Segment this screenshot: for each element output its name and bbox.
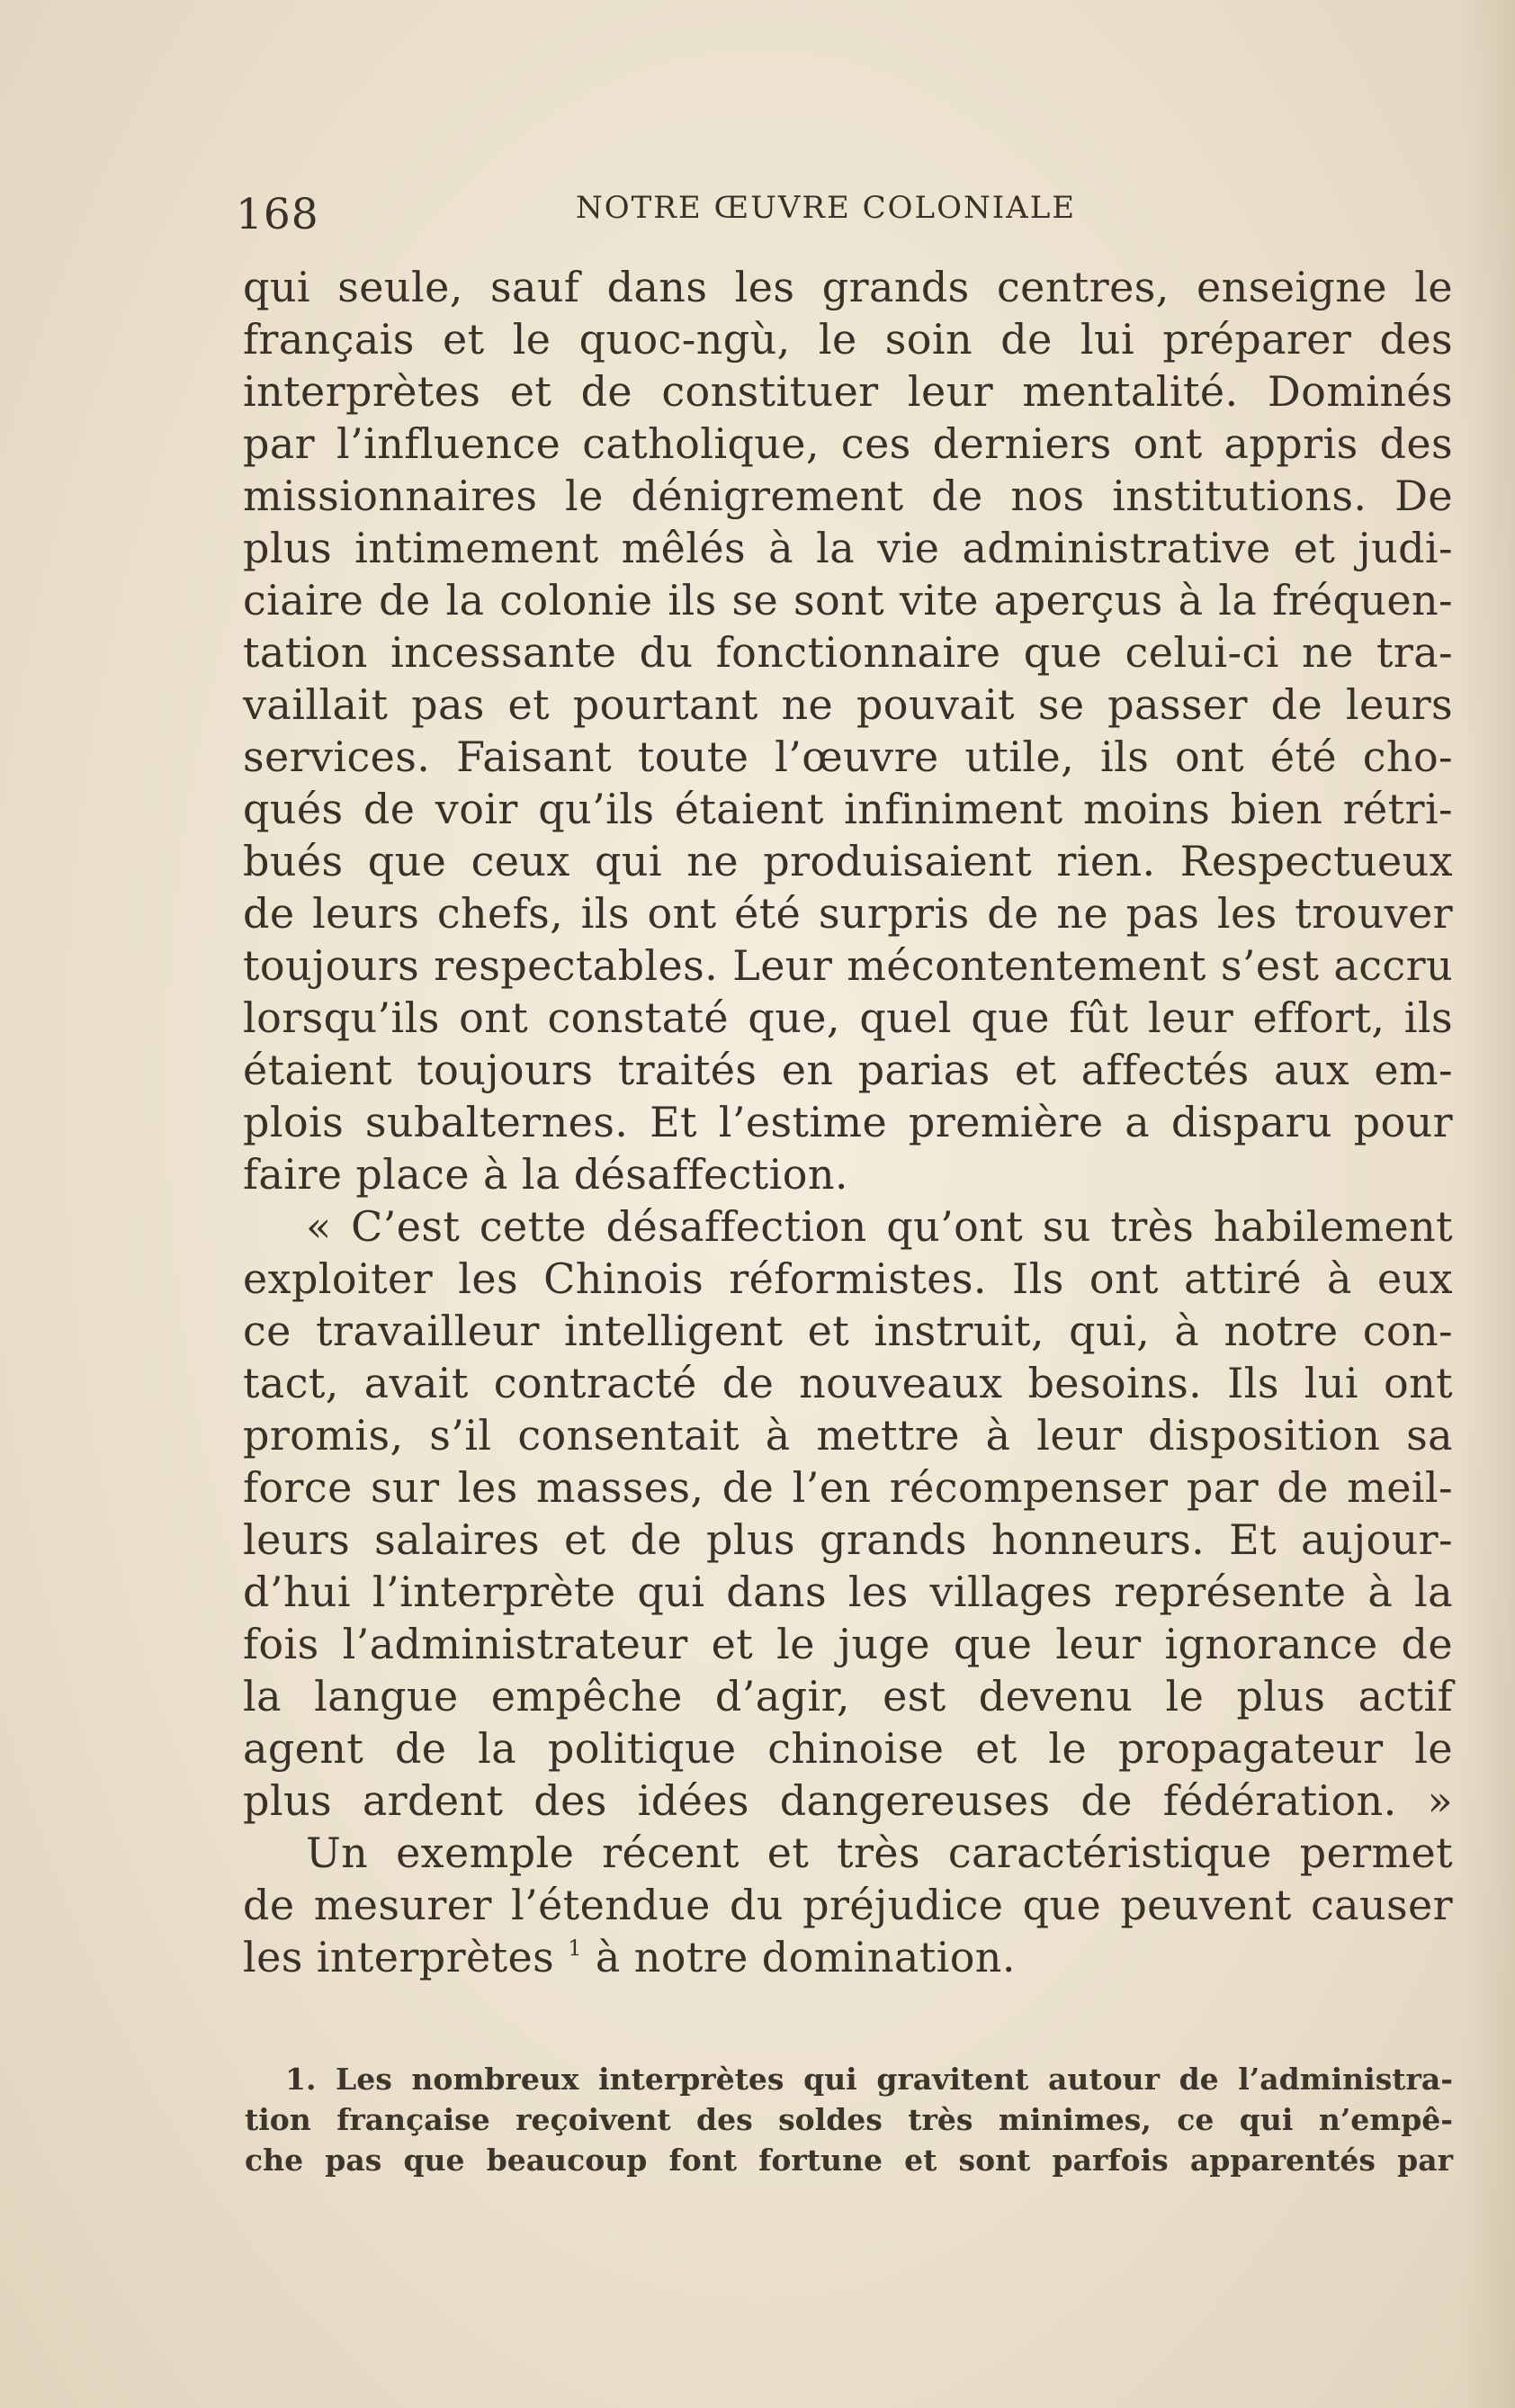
text-line: force sur les masses, de l’en récompenser par de meil- (243, 1463, 1453, 1512)
body-text (243, 261, 1453, 1983)
text-line: plois subalternes. Et l’estime première a disparu pour (243, 1098, 1453, 1146)
text-line: leurs salaires et de plus grands honneurs. Et aujour- (243, 1515, 1453, 1564)
text-line: de leurs chefs, ils ont été surpris de ne pas les trouver (243, 889, 1453, 938)
text-fragment: les interprètes (243, 1933, 555, 1981)
page-number: 168 (236, 190, 319, 239)
text-line: ce travailleur intelligent et instruit, qui, à notre con- (243, 1307, 1453, 1355)
text-line: fois l’administrateur et le juge que leur ignorance de (243, 1620, 1453, 1668)
text-line: promis, s’il consentait à mettre à leur disposition sa (243, 1411, 1453, 1460)
text-line: tation incessante du fonctionnaire que celui-ci ne tra- (243, 628, 1453, 677)
text-line: de mesurer l’étendue du préjudice que peuvent causer (243, 1881, 1453, 1929)
text-line: qui seule, sauf dans les grands centres, enseigne le (243, 263, 1453, 311)
text-line: vaillait pas et pourtant ne pouvait se passer de leurs (243, 680, 1453, 729)
text-line: plus ardent des idées dangereuses de fédération. » (243, 1776, 1453, 1825)
running-head (236, 184, 1450, 238)
text-line: Un exemple récent et très caractéristique permet (306, 1828, 1453, 1877)
text-line: français et le quoc-ngù, le soin de lui préparer des (243, 315, 1453, 364)
text-line: « C’est cette désaffection qu’ont su très habilement (306, 1202, 1453, 1251)
footnote-line: 1. Les nombreux interprètes qui gravitent autour de l’administra- (285, 2062, 1453, 2097)
text-line: faire place à la désaffection. (243, 1150, 848, 1199)
text-line: services. Faisant toute l’œuvre utile, ils ont été cho- (243, 732, 1453, 781)
footnote (245, 2059, 1453, 2180)
footnote-line: tion française reçoivent des soldes très minimes, ce qui n’empê- (245, 2102, 1453, 2137)
text-fragment: à notre domination. (595, 1933, 1016, 1981)
text-line: la langue empêche d’agir, est devenu le plus actif (243, 1672, 1453, 1721)
text-line: interprètes et de constituer leur mentalité. Dominés (243, 367, 1453, 416)
text-line: par l’influence catholique, ces derniers ont appris des (243, 419, 1453, 468)
text-line: bués que ceux qui ne produisaient rien. Respectueux (243, 837, 1453, 885)
text-line: agent de la politique chinoise et le propagateur le (243, 1724, 1453, 1773)
text-line: étaient toujours traités en parias et affectés aux em- (243, 1046, 1453, 1094)
text-line: tact, avait contracté de nouveaux besoins. Ils lui ont (243, 1359, 1453, 1407)
text-line: toujours respectables. Leur mécontentement s’est accru (243, 941, 1453, 990)
running-title: NOTRE ŒUVRE COLONIALE (576, 190, 1077, 226)
footnote-line: che pas que beaucoup font fortune et sont parfois apparentés par (245, 2143, 1453, 2178)
text-line: ciaire de la colonie ils se sont vite aperçus à la fréquen- (243, 576, 1453, 624)
text-line: exploiter les Chinois réformistes. Ils ont attiré à eux (243, 1254, 1453, 1303)
footnote-reference: 1 (568, 1936, 582, 1961)
text-line: lorsqu’ils ont constaté que, quel que fût leur effort, ils (243, 993, 1453, 1042)
text-line: missionnaires le dénigrement de nos institutions. De (243, 472, 1453, 520)
text-line-with-note (243, 1931, 1453, 1983)
text-line: plus intimement mêlés à la vie administrative et judi- (243, 524, 1453, 572)
text-line: d’hui l’interprète qui dans les villages représente à la (243, 1568, 1453, 1616)
page-edge-shadow (1461, 0, 1515, 2408)
text-line: qués de voir qu’ils étaient infiniment moins bien rétri- (243, 785, 1453, 833)
